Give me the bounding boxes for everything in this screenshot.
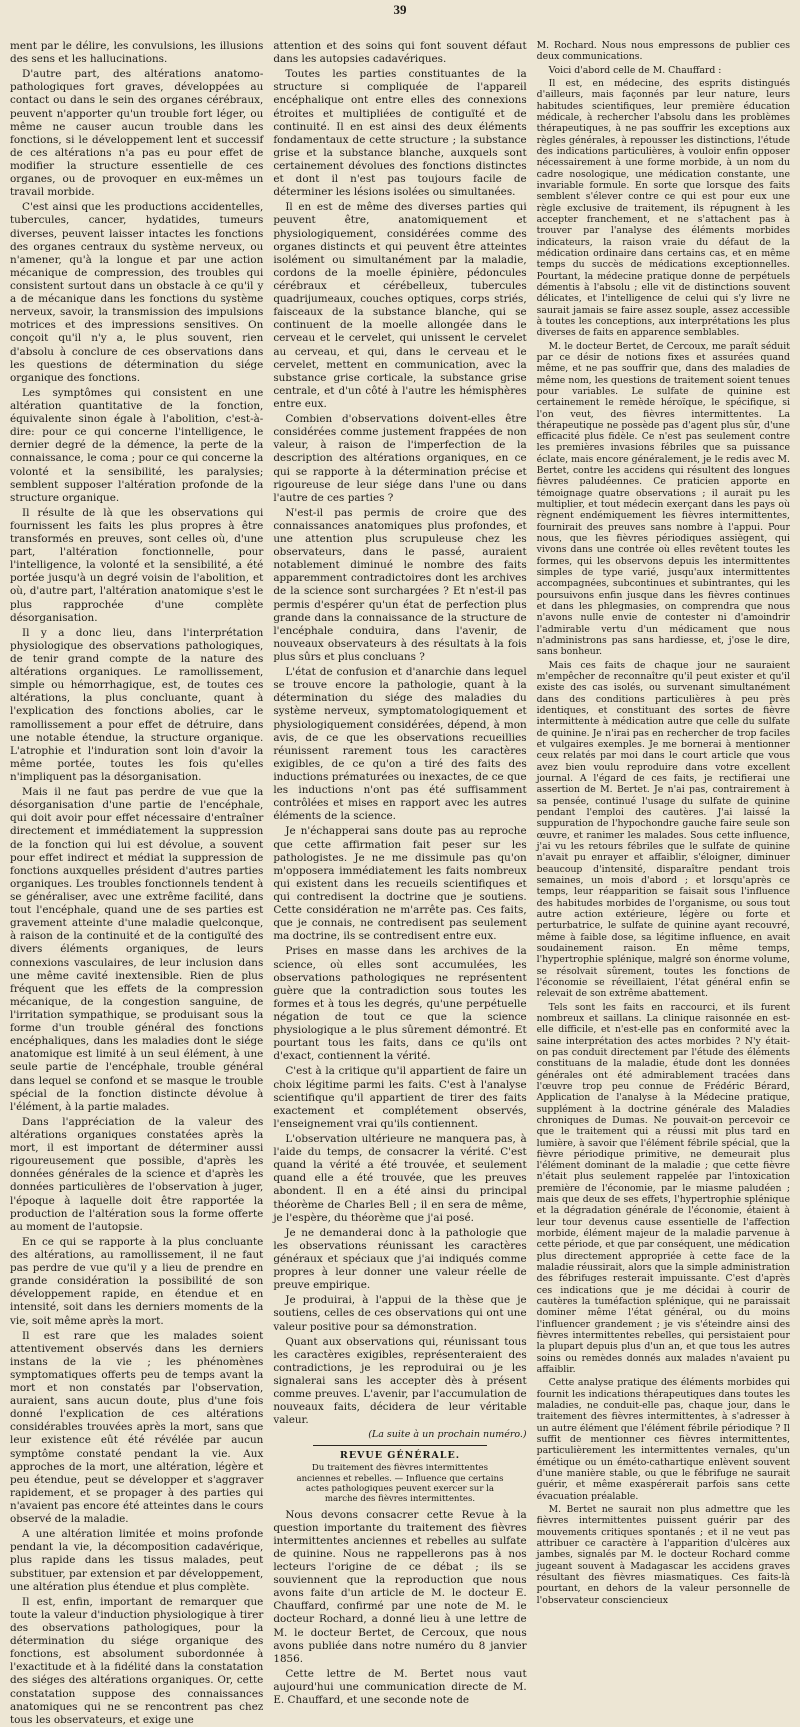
paragraph: Tels sont les faits en raccourci, et ils furent nombreux et saillans. La clinique raisonnée en est-elle difficile, et n'est-elle pas en conformité avec la saine interprétation des actes morbides ? N'y était-on pas conduit directement par l'étude des éléments constituans de la maladie, étude dont les données générales ont été admirablement tracées dans l'œuvre trop peu connue de Frédéric Bérard, Application de l'analyse à la Médecine pratique, supplément à la doctrine générale des Maladies chroniques de Dumas. Ne pouvait-on percevoir ce que le traitement qui a réussi mit plus tard en lumière, à savoir que l'élément fébrile spécial, que la fièvre périodique primitive, ne demeurait plus l'élément dominant de la maladie ; que cette fièvre n'était plus seulement rappelée par l'intoxication première de l'économie, par le miasme paludéen ; mais que deux de ses effets, l'hypertrophie splénique et la dégradation générale de l'économie, étaient à leur tour devenus cause essentielle de l'affection morbide, élément majeur de la maladie parvenue à cette période, et que par conséquent, une médication plus directement appropriée à cette face de la maladie réussirait, alors que la simple administration des fébrifuges resterait impuissante. C'est d'après ces indications que je me décidai à courir de cautères la tuméfaction splénique, qui ne paraissait dominer même l'état général, ou du moins l'influencer grandement ; je vis s'éteindre ainsi des fièvres intermittentes rebelles, qui persistaient pour la plupart depuis plus d'un an, et que tous les autres soins ou remèdes donnés aux malades n'avaient pu affaiblir. [536, 1001, 790, 1376]
paragraph: Cette analyse pratique des éléments morbides qui fournit les indications thérapeutiques dans toutes les maladies, ne conduit-elle pas, chaque jour, dans le traitement des fièvres intermittentes, à s'adresser à un autre élément que l'élément fébrile périodique ? Il suffit de mentionner ces fièvres intermittentes, particulièrement les intermittentes vernales, qu'un émétique ou un éméto-cathartique enlèvent souvent d'une manière stable, ou que le fébrifuge ne saurait guérir, et même exaspérerait parfois sans cette évacuation préalable. [536, 1377, 790, 1502]
paragraph: Mais ces faits de chaque jour ne sauraient m'empêcher de reconnaître qu'il peut exister et qu'il existe des cas isolés, ou survenant simultanément dans des conditions particulières à peu près identiques, et constituant des sortes de fièvre intermittente à médication autre que celle du sulfate de quinine. Je n'irai pas en rechercher de trop faciles et vulgaires exemples. Je me bornerai à mentionner ceux relatés par moi dans le court article que vous avez bien voulu reproduire dans votre excellent journal. A l'égard de ces faits, je rectifierai une assertion de M. Bertet. Je n'ai pas, contrairement à sa pensée, continué l'usage du sulfate de quinine pendant l'emploi des cautères. J'ai laissé la suppuration de l'hypochondre gauche faire seule son œuvre, et ranimer les malades. Sous cette influence, j'ai vu les retours fébriles que le sulfate de quinine n'avait pu enrayer et affaiblir, s'éloigner, diminuer beaucoup d'intensité, disparaître pendant trois semaines, un mois d'abord ; et lorsqu'après ce temps, leur réapparition se faisait sous l'influence des habitudes morbides de l'organisme, ou sous tout autre action extérieure, légère ou forte et perturbatrice, le sulfate de quinine ayant recouvré, même à faible dose, sa légitime influence, en avait soudainement raison. En même temps, l'hypertrophie splénique, malgré son énorme volume, se résolvait sûrement, toutes les fonctions de l'économie se réveillaient, l'état général enfin se relevait de son extrême abattement. [536, 659, 790, 1000]
section-title: REVUE GÉNÉRALE. [339, 1450, 461, 1462]
continuation-note: (La suite à un prochain numéro.) [368, 1429, 527, 1441]
paragraph: Quant aux observations qui, réunissant tous les caractères exigibles, représenteraient des contradictions, je les reproduirai ou je les signalerai sans les accepter dès à présent comme preuves. L'avenir, par l'accumulation de nouveaux faits, décidera de leur véritable valeur. [273, 1335, 527, 1427]
paragraph: A une altération limitée et moins profonde pendant la vie, la décomposition cadavérique, plus rapide dans les tissus malades, peut substituer, par extension et par développement, une altération plus étendue et plus complète. [10, 1528, 264, 1593]
paragraph: Je ne demanderai donc à la pathologie que les observations réunissant les caractères généraux et spéciaux que j'ai indiqués comme propres à leur donner une valeur réelle de preuve empirique. [273, 1226, 527, 1292]
page-number: 39 [393, 2, 407, 17]
paragraph: Il est, en médecine, des esprits distingués d'ailleurs, mais façonnés par leur nature, leurs habitudes scientifiques, leur première éducation médicale, à rechercher l'absolu dans les problèmes thérapeutiques, à ne pas souffrir les exceptions aux règles générales, à repousser les distinctions, l'étude des indications particulières, à vouloir enfin opposer nécessairement à une forme morbide, à un nom du cadre nosologique, une médication constante, une invariable formule. En sorte que lorsque des faits semblent s'élever contre ce qui est pour eux une règle exclusive de traitement, ils répugnent à les accepter franchement, et ne s'attachent pas à trouver par l'analyse des éléments morbides indicateurs, la raison vraie du défaut de la médication ordinaire dans certains cas, et en même temps du succès de médications exceptionnelles. Pourtant, la médecine pratique donne de perpétuels démentis à l'absolu ; elle vit de distinctions souvent délicates, et l'intelligence de celui qui s'y livre ne saurait jamais se faire assez souple, assez accessible à toutes les conceptions, aux interprétations les plus diverses de faits en apparence semblables. [536, 77, 790, 339]
column-middle-article [273, 40, 526, 1427]
paragraph: Cette lettre de M. Bertet nous vaut aujourd'hui une communication directe de M. E. Chauffard, et une seconde note de [273, 1667, 527, 1707]
paragraph: Les symptômes qui consistent en une altération quantitative de la fonction, équivalente sinon égale à l'abolition, c'est-à-dire: pour ce qui concerne l'intelligence, le dernier degré de la démence, la perte de la connaissance, le coma ; pour ce qui concerne la volonté et la sensibilité, les paralysies; semblent supposer l'altération profonde de la structure organique. [10, 386, 264, 504]
paragraph: Je produirai, à l'appui de la thèse que je soutiens, celles de ces observations qui ont une valeur positive pour sa démonstration. [273, 1294, 527, 1333]
section-summary: Du traitement des fièvres intermittentes anciennes et rebelles. — Influence que certains actes pathologiques peuvent exercer sur la marche des fièvres intermittentes. [296, 1463, 504, 1505]
column-left [10, 40, 264, 1726]
paragraph: L'état de confusion et d'anarchie dans lequel se trouve encore la pathologie, quant à la détermination du siége des maladies du système nerveux, symptomatologiquement et physiologiquement considérées, dépend, à mon avis, de ce que les observations recueillies réunissent rarement tous les caractères exigibles, de ce qu'on a tiré des faits des inductions prématurées ou inexactes, de ce que les inductions n'ont pas été suffisamment contrôlées et mises en rapport avec les autres éléments de la science. [273, 666, 527, 823]
column-right [536, 40, 790, 1606]
section-divider [313, 1445, 486, 1446]
paragraph: C'est à la critique qu'il appartient de faire un choix légitime parmi les faits. C'est à l'analyse scientifique qu'il appartient de tirer des faits exactement et complétement observés, l'enseignement vrai qu'ils contiennent. [273, 1065, 527, 1130]
paragraph: Toutes les parties constituantes de la structure si compliquée de l'appareil encéphalique ont entre elles des connexions étroites et multipliées de contiguïté et de continuité. Il en est ainsi des deux éléments fondamentaux de cette structure ; la substance grise et la substance blanche, auxquels sont certainement dévolues des fonctions distinctes et dont il n'est pas toujours facile de déterminer les lésions isolées ou simultanées. [273, 68, 527, 199]
column-middle [273, 40, 527, 1707]
paragraph: En ce qui se rapporte à la plus concluante des altérations, au ramollissement, il ne faut pas perdre de vue qu'il y a lieu de prendre en grande considération la possibilité de son développement rapide, en étendue et en intensité, soit dans les derniers moments de la vie, soit même après la mort. [10, 1235, 264, 1327]
paragraph: Prises en masse dans les archives de la science, où elles sont accumulées, les observations pathologiques ne représentent guère que la contradiction sous toutes les formes et à tous les degrés, qu'une perpétuelle négation de tout ce que la science physiologique a le plus sûrement démontré. Et pourtant tous les faits, dans ce qu'ils ont d'exact, contiennent la vérité. [273, 945, 527, 1063]
paragraph: Voici d'abord celle de M. Chauffard : [548, 64, 722, 76]
paragraph: Je n'échapperai sans doute pas au reproche que cette affirmation fait peser sur les pathologistes. Je ne me dissimule pas qu'on m'opposera immédiatement les faits nombreux qui existent dans les recueils scientifiques et qui contredisent la doctrine que je soutiens. Cette considération ne m'arrête pas. Ces faits, que je connais, ne contredisent pas seulement ma doctrine, ils se contredisent entre eux. [273, 825, 527, 943]
paragraph: Dans l'appréciation de la valeur des altérations organiques constatées après la mort, il est important de déterminer aussi rigoureusement que possible, d'après les données générales de la science et d'après les données particulières de l'observation à juger, l'époque à laquelle doit être rapportée la production de l'altération sous la forme offerte au moment de l'autopsie. [10, 1115, 264, 1233]
paragraph: N'est-il pas permis de croire que des connaissances anatomiques plus profondes, et une attention plus scrupuleuse chez les observateurs, dans le passé, auraient notablement diminué le nombre des faits apparemment contradictoires dont les archives de la science sont surchargées ? Et n'est-il pas permis d'espérer qu'un état de perfection plus grande dans la connaissance de la structure de l'encéphale conduira, dans l'avenir, de nouveaux observateurs à des résultats à la fois plus sûrs et plus concluans ? [273, 506, 527, 664]
paragraph: ment par le délire, les convulsions, les illusions des sens et les hallucinations. [10, 40, 264, 66]
paragraph: Il y a donc lieu, dans l'interprétation physiologique des observations pathologiques, de tenir grand compte de la nature des altérations organiques. Le ramollissement, simple ou hémorrhagique, est, de toutes ces altérations, la plus concluante, quant à l'explication des fonctions abolies, car le ramollissement a pour effet de détruire, dans une notable étendue, la structure organique. L'atrophie et l'induration sont loin d'avoir la même portée, toutes les fois qu'elles n'impliquent pas la désorganisation. [10, 626, 264, 784]
paragraph: attention et des soins qui font souvent défaut dans les autopsies cadavériques. [273, 40, 527, 66]
paragraph: Il est, enfin, important de remarquer que toute la valeur d'induction physiologique à tirer des observations pathologiques, pour la détermination du siége organique des fonctions, est absolument subordonnée à l'exactitude et à la fidélité dans la constatation des siéges des altérations organiques. Or, cette constatation suppose des connaissances anatomiques qui ne se rencontrent pas chez tous les observateurs, et exige une [10, 1595, 264, 1726]
paragraph: D'autre part, des altérations anatomo-pathologiques fort graves, développées au contact ou dans le sein des organes cérébraux, peuvent n'apporter qu'un trouble fort léger, ou même ne causer aucun trouble dans les fonctions, si le développement lent et successif de ces altérations n'a pas eu pour effet de modifier la structure essentielle de ces organes, ou de provoquer en eux-mêmes un travail morbide. [10, 68, 264, 199]
article-columns [10, 40, 790, 1726]
paragraph: C'est ainsi que les productions accidentelles, tubercules, cancer, hydatides, tumeurs diverses, peuvent laisser intactes les fonctions des organes centraux du système nerveux, ou n'amener, qu'à la longue et par une action mécanique de compression, des troubles qui consistent surtout dans un obstacle à ce qu'il y a de mécanique dans les fonctions du système nerveux, savoir, la transmission des impulsions motrices et des impressions sensitives. On conçoit qu'il n'y a, le plus souvent, rien d'absolu à conclure de ces observations dans les questions de détermination du siége organique des fonctions. [10, 201, 264, 384]
paragraph: M. Bertet ne saurait non plus admettre que les fièvres intermittentes puissent guérir par des mouvements critiques spontanés ; et il ne veut pas attribuer ce caractère à l'apparition d'ulcères aux jambes, signalés par M. le docteur Rochard comme jugeant souvent à Madagascar les accidens graves résultant des fièvres miasmatiques. Ces faits-là pourtant, en dehors de la valeur personnelle de l'observateur consciencieux [536, 1504, 790, 1606]
column-middle-review [273, 1509, 526, 1708]
paragraph: Il est rare que les malades soient attentivement observés dans les derniers instans de la vie ; les phénomènes symptomatiques offerts peu de temps avant la mort et non constatés par l'observation, auraient, sans aucun doute, plus d'une fois donné l'explication de ces altérations considérables trouvées après la mort, sans que leur existence eût été révélée par aucun symptôme constaté pendant la vie. Aux approches de la mort, une altération, légère et peu étendue, peut se développer et s'aggraver rapidement, et se propager à des parties qui n'avaient pas encore été atteintes dans le cours observé de la maladie. [10, 1329, 264, 1526]
paragraph: Combien d'observations doivent-elles être considérées comme justement frappées de non valeur, à raison de l'imperfection de la description des altérations organiques, en ce qui se rapporte à la détermination précise et rigoureuse de leur siége dans l'une ou dans l'autre de ces parties ? [273, 413, 527, 504]
paragraph: M. Rochard. Nous nous empressons de publier ces deux communications. [536, 40, 790, 63]
paragraph: L'observation ultérieure ne manquera pas, à l'aide du temps, de consacrer la vérité. C'est quand la vérité a été trouvée, et seulement quand elle a été trouvée, que les preuves abondent. Il en a été ainsi du principal théorème de Charles Bell ; il en sera de même, je l'espère, du théorème que j'ai posé. [273, 1132, 527, 1224]
paragraph: Il en est de même des diverses parties qui peuvent être, anatomiquement et physiologiquement, considérées comme des organes distincts et qui peuvent être atteintes isolément ou simultanément par la maladie, cordons de la moelle épinière, pédoncules cérébraux et cérébelleux, tubercules quadrijumeaux, couches optiques, corps striés, faisceaux de la substance blanche, qui se continuent de la moelle allongée dans le cerveau et le cervelet, qui unissent le cervelet au cerveau, et qui, dans le cerveau et le cervelet, mettent en communication, avec la substance grise corticale, la substance grise centrale, et d'un côté à l'autre les hémisphères entre eux. [273, 201, 527, 410]
paragraph: Nous devons consacrer cette Revue à la question importante du traitement des fièvres intermittentes anciennes et rebelles au sulfate de quinine. Nous ne rappellerons pas à nos lecteurs l'origine de ce débat ; ils se souviennent que la reproduction que nous avons faite d'un article de M. le docteur E. Chauffard, confirmé par une note de M. le docteur Rochard, a donné lieu à une lettre de M. le docteur Bertet, de Cercoux, que nous avons publiée dans notre numéro du 8 janvier 1856. [273, 1508, 527, 1665]
paragraph: Mais il ne faut pas perdre de vue que la désorganisation d'une partie de l'encéphale, qui doit avoir pour effet nécessaire d'entraîner directement et immédiatement la suppression de la fonction qui lui est dévolue, a souvent pour effet indirect et médiat la suppression de fonctions auxquelles président d'autres parties organiques. Les troubles fonctionnels tendent à se généraliser, avec une extrême facilité, dans tout l'encéphale, quand une de ses parties est gravement atteinte d'une maladie quelconque, à raison de la continuité et de la contiguïté des divers éléments organiques, de leurs connexions vasculaires, de leur inclusion dans une même cavité inextensible. Rien de plus fréquent que les effets de la compression mécanique, de la congestion sanguine, de l'irritation sympathique, se produisant sous la forme d'un trouble général des fonctions encéphaliques, dans les maladies dont le siége anatomique est limité à un seul élément, à une seule partie de l'encéphale, trouble général dans lequel se confond et se masque le trouble spécial de la fonction distincte dévolue à l'élément, à la partie malades. [10, 786, 264, 1113]
paragraph: M. le docteur Bertet, de Cercoux, me paraît séduit par ce désir de notions fixes et assurées quand même, et ne pas souffrir que, dans des maladies de même nom, les questions de traitement soient tenues pour variables. Le sulfate de quinine est certainement le remède héroïque, le spécifique, si l'on veut, des fièvres intermittentes. La thérapeutique ne possède pas d'agent plus sûr, d'une efficacité plus fidèle. Ce n'est pas seulement contre les premières invasions fébriles que sa puissance éclate, mais encore généralement, je le redis avec M. Bertet, contre les accidens qui résultent des longues fièvres paludéennes. Ce praticien apporte en témoignage quatre observations ; il aurait pu les multiplier, et tout médecin exerçant dans les pays où règnent endémiquement les fièvres intermittentes, fournirait des preuves sans nombre à l'appui. Pour nous, que les fièvres périodiques assiègent, qui vivons dans une contrée où elles revêtent toutes les formes, qui les observons depuis les intermittentes simples de type varié, jusqu'aux intermittentes accompagnées, subcontinues et subintrantes, qui les poursuivons enfin jusque dans les fièvres continues et dans les phlegmasies, on comprendra que nous n'avons nulle envie de contester ni d'amoindrir l'admirable vertu d'un médicament que nous n'administrons pas sans hardiesse, et, j'ose le dire, sans bonheur. [536, 340, 790, 658]
paragraph: Il résulte de là que les observations qui fournissent les faits les plus propres à être transformés en preuves, sont celles où, d'une part, l'altération fonctionnelle, pour l'intelligence, la volonté et la sensibilité, a été portée jusqu'à un degré voisin de l'abolition, et où, d'autre part, l'altération anatomique s'est le plus rapprochée d'une complète désorganisation. [10, 506, 264, 624]
